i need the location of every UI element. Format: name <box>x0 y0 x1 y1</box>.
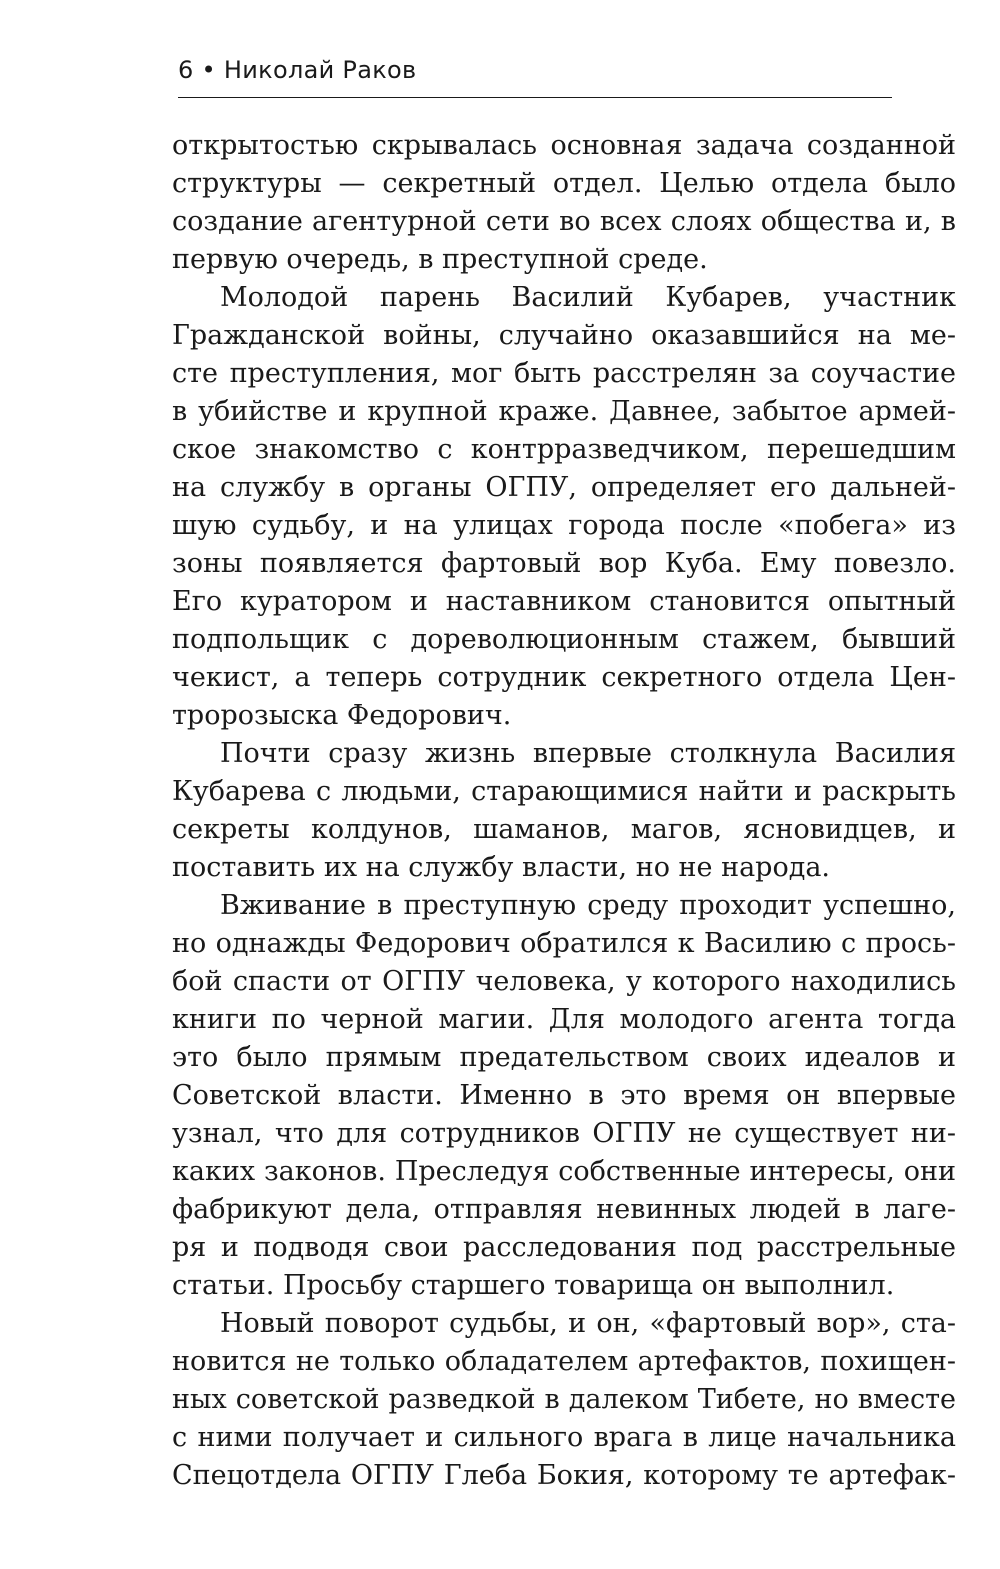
text-line: зоны появляется фартовый вор Куба. Ему повезло. <box>172 548 956 579</box>
text-line: подпольщик с дореволюционным стажем, бывший <box>172 624 956 655</box>
text-line: Новый поворот судьбы, и он, «фартовый вор», ста- <box>220 1308 956 1339</box>
text-line: в убийстве и крупной краже. Давнее, забытое армей- <box>172 396 956 427</box>
head-separator: • <box>201 56 216 84</box>
paragraph <box>172 279 956 735</box>
text-line: создание агентурной сети во всех слоях общества и, в <box>172 206 956 237</box>
text-line: секреты колдунов, шаманов, магов, ясновидцев, и <box>172 814 956 845</box>
text-line: Кубарева с людьми, старающимися найти и раскрыть <box>172 776 956 807</box>
text-line: тророзыска Федорович. <box>172 700 512 731</box>
book-author: Николай Раков <box>223 56 417 84</box>
text-line: шую судьбу, и на улицах города после «побега» из <box>172 510 956 541</box>
text-line: бой спасти от ОГПУ человека, у которого находились <box>172 966 956 997</box>
text-line: Почти сразу жизнь впервые столкнула Василия <box>220 738 956 769</box>
text-line: с ними получает и сильного врага в лице начальника <box>172 1422 956 1453</box>
text-line: книги по черной магии. Для молодого агента тогда <box>172 1004 956 1035</box>
header-rule <box>178 97 892 98</box>
text-line: открытостью скрывалась основная задача созданной <box>172 130 956 161</box>
text-line: это было прямым предательством своих идеалов и <box>172 1042 956 1073</box>
text-line: узнал, что для сотрудников ОГПУ не существует ни- <box>172 1118 956 1149</box>
running-head <box>178 52 416 88</box>
text-line: на службу в органы ОГПУ, определяет его дальней- <box>172 472 956 503</box>
text-line: чекист, а теперь сотрудник секретного отдела Цен- <box>172 662 956 693</box>
text-line: ское знакомство с контрразведчиком, перешедшим <box>172 434 956 465</box>
text-line: поставить их на службу власти, но не народа. <box>172 852 831 883</box>
text-line: ных советской разведкой в далеком Тибете, но вместе <box>172 1384 956 1415</box>
text-line: структуры — секретный отдел. Целью отдела было <box>172 168 956 199</box>
paragraph <box>172 735 956 887</box>
body-text <box>172 127 956 1495</box>
text-line: Спецотдела ОГПУ Глеба Бокия, которому те артефак- <box>172 1460 956 1491</box>
text-line: но однажды Федорович обратился к Василию с прось- <box>172 928 956 959</box>
text-line: первую очередь, в преступной среде. <box>172 244 708 275</box>
text-line: каких законов. Преследуя собственные интересы, они <box>172 1156 956 1187</box>
text-line: фабрикуют дела, отправляя невинных людей в лаге- <box>172 1194 956 1225</box>
text-line: Гражданской войны, случайно оказавшийся на ме- <box>172 320 956 351</box>
text-line: Вживание в преступную среду проходит успешно, <box>220 890 956 921</box>
text-line: Его куратором и наставником становится опытный <box>172 586 956 617</box>
text-line: Молодой парень Василий Кубарев, участник <box>220 282 956 313</box>
page-number: 6 <box>178 56 194 84</box>
paragraph <box>172 887 956 1305</box>
paragraph <box>172 127 956 279</box>
paragraph <box>172 1305 956 1495</box>
text-line: Советской власти. Именно в это время он впервые <box>172 1080 956 1111</box>
text-line: новится не только обладателем артефактов, похищен- <box>172 1346 956 1377</box>
text-line: статьи. Просьбу старшего товарища он выполнил. <box>172 1270 895 1301</box>
text-line: сте преступления, мог быть расстрелян за соучастие <box>172 358 956 389</box>
text-line: ря и подводя свои расследования под расстрельные <box>172 1232 956 1263</box>
